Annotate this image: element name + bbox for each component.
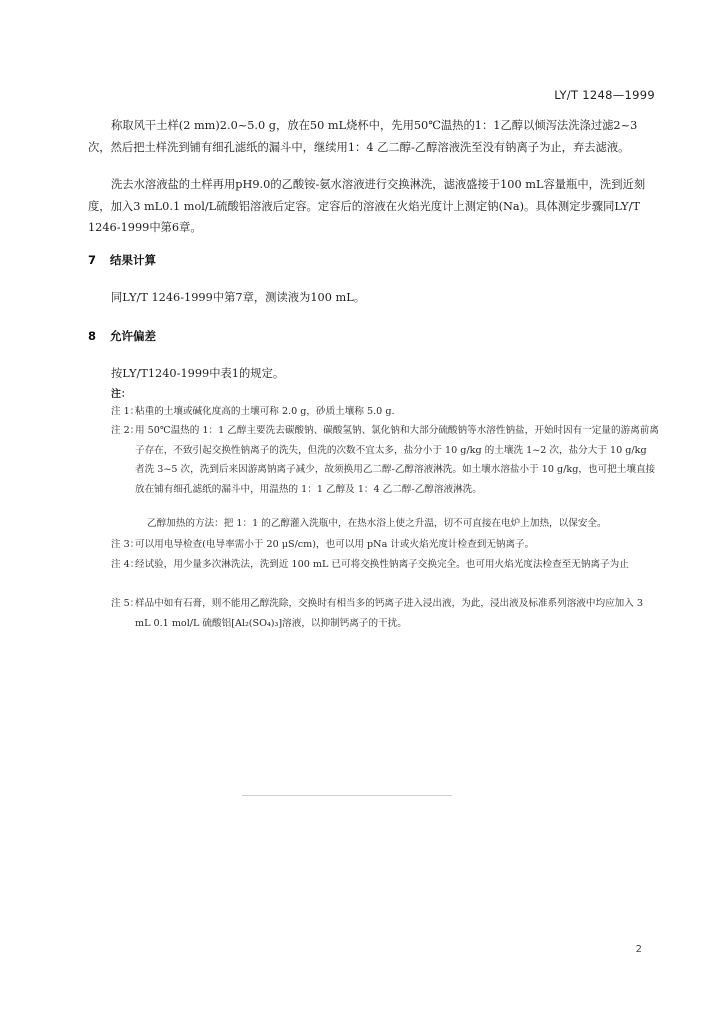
procedure-paragraph-2: 洗去水溶液盐的土样再用pH9.0的乙酸铵-氨水溶液进行交换淋洗，滤液盛接于100 mL容量瓶中，洗到近刻度，加入3 mL0.1 mol/L硫酸铝溶液后定容。定容后的溶液在火焰光度计上测定钠(Na)。具体测定步骤同LY/T 1246-1999中第6章。 <box>88 178 646 234</box>
note-2-label: 注 2： <box>111 425 140 436</box>
note-5-label: 注 5： <box>111 598 140 609</box>
note-3-label: 注 3： <box>111 539 140 550</box>
page-number: 2 <box>635 944 642 955</box>
end-of-standard-rule <box>242 795 452 796</box>
note-4 <box>111 555 659 575</box>
section-7-title: 结果计算 <box>110 253 156 267</box>
note-5-text: 样品中如有石膏，则不能用乙醇洗除，交换时有相当多的钙离子进入浸出液，为此，浸出液及标准系列溶液中均应加入 3 mL 0.1 mol/L 硫酸铝[Al₂(SO₄)₃]溶液，以抑制钙离子的干扰。 <box>135 598 644 629</box>
note-1 <box>111 402 659 422</box>
section-8-number: 8 <box>88 329 97 343</box>
note-5 <box>111 594 659 633</box>
note-3-text: 可以用电导检查(电导率需小于 20 μS/cm)，也可以用 pNa 计或火焰光度计检查到无钠离子。 <box>135 539 535 550</box>
notes-label: 注： <box>111 389 131 400</box>
section-8-text: 按LY/T1240-1999中表1的规定。 <box>111 367 285 380</box>
note-4-text: 经试验，用少量多次淋洗法，洗到近 100 mL 已可将交换性钠离子交换完全。也可用火焰光度法检查至无钠离子为止 <box>135 559 629 570</box>
section-7-number: 7 <box>88 253 97 267</box>
note-1-text: 粘重的土壤或碱化度高的土壤可称 2.0 g，砂质土壤称 5.0 g. <box>135 406 395 417</box>
section-8-title: 允许偏差 <box>110 329 156 343</box>
note-2-heating-method: 乙醇加热的方法：把 1：1 的乙醇灌入洗瓶中，在热水浴上使之升温，切不可直接在电炉上加热，以保安全。 <box>147 518 607 529</box>
section-8-heading <box>88 328 156 344</box>
standard-number-header: LY/T 1248—1999 <box>554 88 655 102</box>
procedure-paragraph-1: 称取风干土样(2 mm)2.0~5.0 g，放在50 mL烧杯中，先用50℃温热的1：1乙醇以倾泻法洗涤过滤2~3次，然后把土样洗到铺有细孔滤纸的漏斗中，继续用1：4 乙二醇-乙醇溶液洗至没有钠离子为止，弃去滤液。 <box>88 119 638 154</box>
note-2-text: 用 50℃温热的 1：1 乙醇主要洗去碳酸钠、碳酸氢钠、氯化钠和大部分硫酸钠等水溶性钠盐，开始时因有一定量的游离前离子存在，不致引起交换性钠离子的洗失，但洗的次数不宜太多，盐分小于 10 g/kg 的土壤洗 1~2 次，盐分大于 10 g/kg 者洗 3~5 次，洗到后来因游离钠离子减少，故须换用乙二醇-乙醇溶液淋洗。如土壤水溶盐小于 10 g/kg，也可把土壤直接放在铺有细孔滤纸的漏斗中，用温热的 1：1 乙醇及 1：4 乙二醇-乙醇溶液淋洗。 <box>135 425 659 495</box>
note-2 <box>111 421 659 499</box>
note-4-label: 注 4： <box>111 559 140 570</box>
note-3 <box>111 535 659 555</box>
section-7-text: 同LY/T 1246-1999中第7章，测读液为100 mL。 <box>111 291 366 304</box>
note-1-label: 注 1： <box>111 406 140 417</box>
section-7-heading <box>88 252 156 268</box>
